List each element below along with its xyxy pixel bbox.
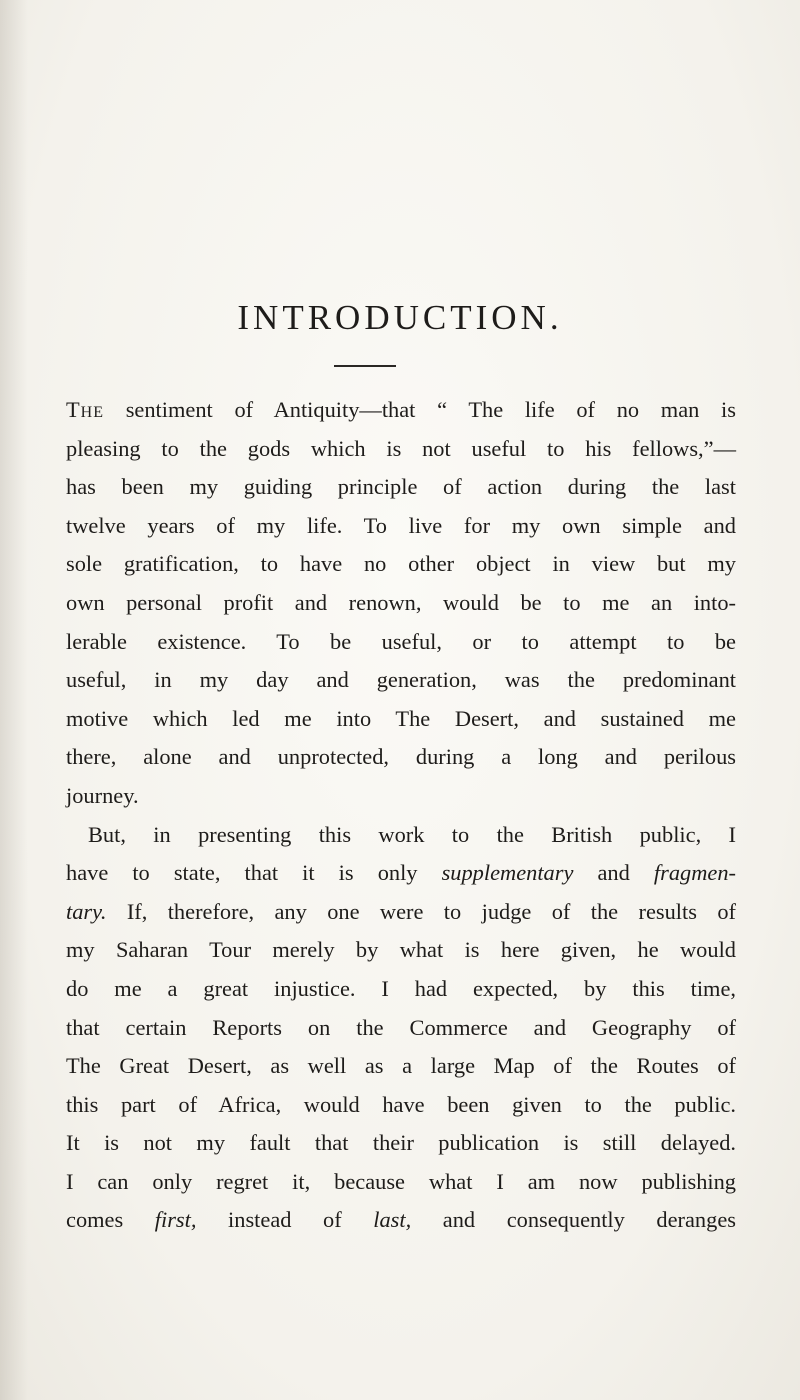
small-caps-word: The xyxy=(66,397,105,422)
text-line: comes first, instead of last, and consequently deranges xyxy=(66,1207,736,1233)
italic-word: fragmen- xyxy=(653,860,736,886)
text-line: tary. If, therefore, any one were to judge of the results of xyxy=(66,898,736,924)
text-line: The Great Desert, as well as a large Map of the Routes of xyxy=(66,1053,736,1079)
binding-shadow xyxy=(0,0,28,1400)
italic-word: supplementary xyxy=(441,860,574,886)
chapter-heading: INTRODUCTION. xyxy=(237,298,563,337)
text-line: motive which led me into The Desert, and sustained me xyxy=(66,705,736,731)
introduction-text xyxy=(66,391,736,1240)
text-line: own personal profit and renown, would be to me an into- xyxy=(66,589,736,615)
heading-rule xyxy=(334,365,396,367)
italic-word: tary. xyxy=(66,898,107,924)
text-line: that certain Reports on the Commerce and Geography of xyxy=(66,1014,736,1040)
text-line: I can only regret it, because what I am now publishing xyxy=(66,1168,736,1194)
text-line: lerable existence. To be useful, or to attempt to be xyxy=(66,628,736,654)
text-line: do me a great injustice. I had expected, by this time, xyxy=(66,975,736,1001)
text-line: useful, in my day and generation, was the predominant xyxy=(66,667,736,693)
text-line: has been my guiding principle of action during the last xyxy=(66,474,736,500)
text-line: there, alone and unprotected, during a long and perilous xyxy=(66,744,736,770)
text-line: pleasing to the gods which is not useful to his fellows,”— xyxy=(66,435,736,461)
text-line: It is not my fault that their publication is still delayed. xyxy=(66,1130,736,1156)
italic-word: first, xyxy=(154,1207,197,1233)
text-line: The sentiment of Antiquity—that “ The life of no man is xyxy=(66,397,736,422)
text-line: have to state, that it is only supplementary and fragmen- xyxy=(66,860,736,886)
text-line: sole gratification, to have no other object in view but my xyxy=(66,551,736,577)
text-line: journey. xyxy=(66,782,139,808)
text-line: this part of Africa, would have been given to the public. xyxy=(66,1091,736,1117)
text-line: twelve years of my life. To live for my own simple and xyxy=(66,512,736,538)
text-line: But, in presenting this work to the British public, I xyxy=(88,821,736,847)
text-line: my Saharan Tour merely by what is here given, he would xyxy=(66,937,736,963)
italic-word: last, xyxy=(373,1207,412,1233)
